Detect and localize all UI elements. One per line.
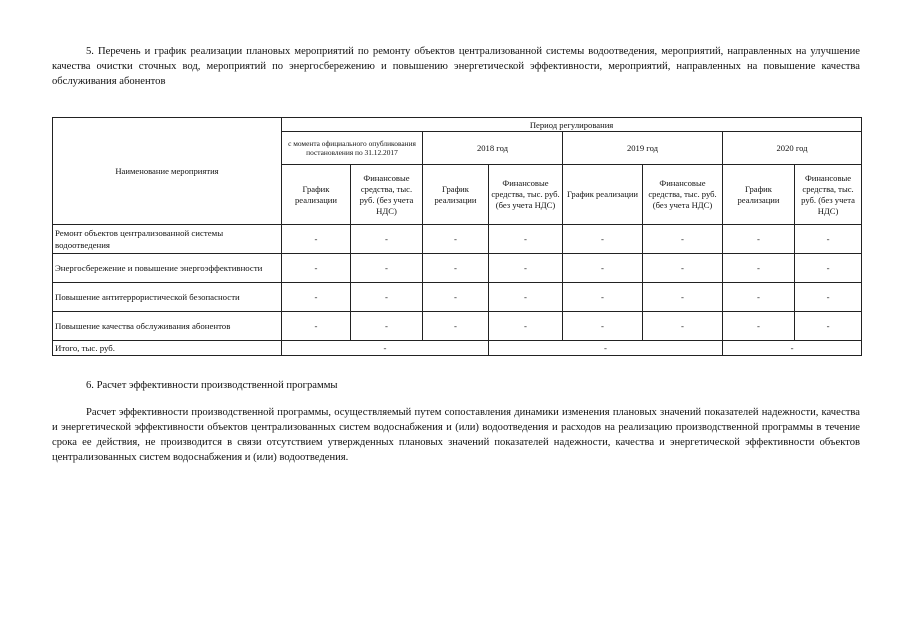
table-cell: -	[643, 254, 723, 283]
table-cell: -	[351, 283, 423, 312]
table-row	[53, 254, 862, 283]
row-name: Повышение антитеррористической безопасности	[53, 283, 282, 312]
header-period-2019: 2019 год	[563, 132, 723, 165]
header-regulation-period: Период регулирования	[282, 118, 862, 132]
table-cell: -	[643, 283, 723, 312]
table-cell: -	[282, 312, 351, 341]
table-cell: -	[351, 254, 423, 283]
header-period-2020: 2020 год	[723, 132, 862, 165]
table-cell: -	[643, 312, 723, 341]
table-cell: -	[423, 283, 489, 312]
header-schedule: График реализации	[563, 165, 643, 225]
table-cell: -	[563, 283, 643, 312]
table-row	[53, 283, 862, 312]
table-cell: -	[489, 254, 563, 283]
table-cell: -	[723, 254, 795, 283]
table-row	[53, 312, 862, 341]
table-cell: -	[563, 312, 643, 341]
header-finance: Финансовые средства, тыс. руб. (без учета НДС)	[795, 165, 862, 225]
total-cell: -	[489, 341, 723, 356]
section-6-paragraph: Расчет эффективности производственной программы, осуществляемый путем сопоставления динамики изменения плановых значений показателей надежности, качества и энергетической эффективности объектов централизованных систем водоснабжения и (или) водоотведения и расходов на реализацию производственной программы в течение срока ее действия, не производится в связи отсутствием утвержденных плановых значений показателей надежности, качества и энергетической эффективности объектов централизованных систем водоснабжения и (или) водоотведения.	[52, 407, 860, 463]
table-cell: -	[723, 283, 795, 312]
table-cell: -	[723, 312, 795, 341]
header-finance: Финансовые средства, тыс. руб. (без учета НДС)	[351, 165, 423, 225]
header-period-2018: 2018 год	[423, 132, 563, 165]
table-cell: -	[723, 225, 795, 254]
table-cell: -	[563, 254, 643, 283]
total-cell: -	[723, 341, 862, 356]
header-activity-name: Наименование мероприятия	[53, 118, 282, 225]
table-cell: -	[643, 225, 723, 254]
table-cell: -	[282, 283, 351, 312]
table-cell: -	[563, 225, 643, 254]
table-cell: -	[282, 225, 351, 254]
row-name: Повышение качества обслуживания абонентов	[53, 312, 282, 341]
section-5-paragraph: 5. Перечень и график реализации плановых мероприятий по ремонту объектов централизованной системы водоотведения, мероприятий, направленных на улучшение качества очистки сточных вод, мероприятий по энергосбережению и повышению энергетической эффективности, мероприятий, направленных на повышение качества обслуживания абонентов	[52, 46, 860, 87]
table-cell: -	[795, 254, 862, 283]
header-schedule: График реализации	[723, 165, 795, 225]
row-name: Ремонт объектов централизованной системы водоотведения	[53, 225, 282, 254]
header-schedule: График реализации	[423, 165, 489, 225]
table-cell: -	[351, 225, 423, 254]
section-6-heading: 6. Расчет эффективности производственной программы	[86, 380, 338, 391]
total-cell: -	[282, 341, 489, 356]
activities-schedule-table	[52, 117, 862, 356]
table-cell: -	[489, 312, 563, 341]
header-period-2017: с момента официального опубликования постановления по 31.12.2017	[282, 132, 423, 165]
header-finance: Финансовые средства, тыс. руб. (без учета НДС)	[489, 165, 563, 225]
table-cell: -	[423, 312, 489, 341]
header-finance: Финансовые средства, тыс. руб. (без учета НДС)	[643, 165, 723, 225]
header-schedule: График реализации	[282, 165, 351, 225]
table-cell: -	[282, 254, 351, 283]
table-row	[53, 225, 862, 254]
table-cell: -	[795, 312, 862, 341]
total-row	[53, 341, 862, 356]
table-cell: -	[423, 254, 489, 283]
table-cell: -	[795, 283, 862, 312]
row-name: Энергосбережение и повышение энергоэффективности	[53, 254, 282, 283]
table-cell: -	[489, 283, 563, 312]
table-cell: -	[351, 312, 423, 341]
table-cell: -	[795, 225, 862, 254]
table-cell: -	[423, 225, 489, 254]
total-label: Итого, тыс. руб.	[53, 341, 282, 356]
table-cell: -	[489, 225, 563, 254]
